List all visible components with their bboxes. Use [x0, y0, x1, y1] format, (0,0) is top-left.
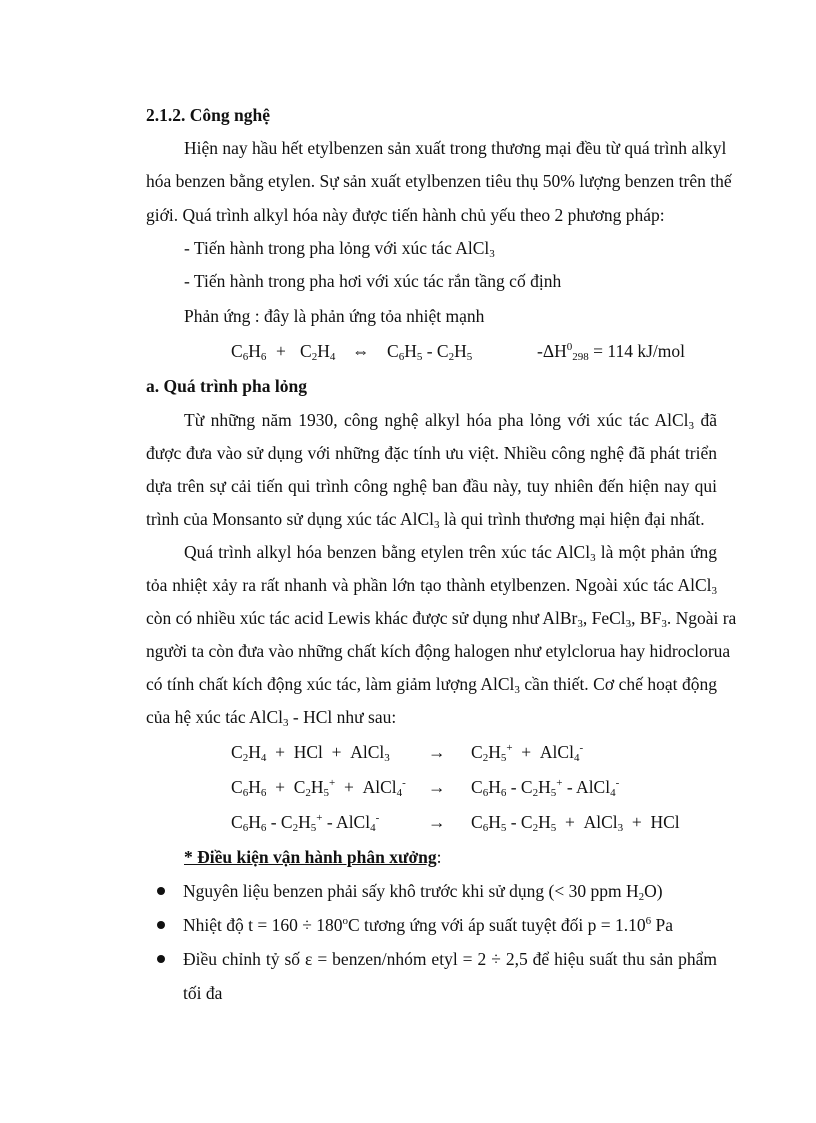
para2-line-3: còn có nhiều xúc tác acid Lewis khác được sử dụng như AlBr$_3$, FeCl$_3$, $BF_3$. Ngoài ra: [146, 608, 737, 630]
bullet-icon: [157, 887, 165, 895]
reaction-intro: Phản ứng : đây là phản ứng tỏa nhiệt mạnh: [184, 306, 485, 326]
para1-line-2: được đưa vào sử dụng với những đặc tính ưu việt. Nhiều công nghệ đã phát triển: [146, 443, 717, 463]
condition-3-line-1: Điều chỉnh tỷ số ε = benzen/nhóm etyl = 2 ÷ 2,5 để hiệu suất thu sản phẩm: [183, 949, 717, 969]
reaction-ethylene: $C_2H_4$: [300, 341, 336, 363]
bullet-icon: [157, 955, 165, 963]
conditions-title: * Điều kiện vận hành phân xưởng: [184, 847, 437, 867]
para2-line-5: có tính chất kích động xúc tác, làm giảm lượng AlCl$_3$ cần thiết. Cơ chế hoạt động: [146, 674, 717, 696]
mech3-products: $C_6H_5 - C_2H_5$ + AlCl$_3$ + HCl: [471, 812, 680, 834]
para1-line-4: trình của Monsanto sử dụng xúc tác AlCl$_3$ là qui trình thương mại hiện đại nhất.: [146, 509, 705, 531]
method-1: - Tiến hành trong pha lỏng với xúc tác AlCl$_3$: [184, 238, 495, 260]
subsection-title: a. Quá trình pha lỏng: [146, 376, 307, 396]
mech2-products: $C_6H_6 - C_2H_5^+$ - AlCl$_4$-: [471, 777, 620, 799]
intro-line-2: hóa benzen bằng etylen. Sự sản xuất etylbenzen tiêu thụ 50% lượng benzen trên thế: [146, 171, 732, 191]
bullet-icon: [157, 921, 165, 929]
mech1-arrow: →: [428, 742, 446, 762]
para2-line-4: người ta còn đưa vào những chất kích động halogen như etylclorua hay hidroclorua: [146, 641, 731, 661]
condition-3-line-2: tối đa: [183, 983, 223, 1003]
plus-sign: +: [276, 341, 286, 361]
para1-line-1: Từ những năm 1930, công nghệ alkyl hóa pha lỏng với xúc tác AlCl$_3$ đã: [184, 410, 717, 432]
equilibrium-arrow: ⇔: [352, 341, 370, 361]
mech2-arrow: →: [428, 777, 446, 797]
mech1-reactants: $C_2H_4$ + HCl + AlCl$_3$: [231, 742, 390, 764]
intro-line-1: Hiện nay hầu hết etylbenzen sản xuất trong thương mại đều từ quá trình alkyl: [184, 138, 727, 158]
reaction-enthalpy: $-\Delta H^0_{298} = 114$ kJ/mol: [537, 341, 685, 363]
condition-2: Nhiệt độ $t = 160 \div 180^oC$ tương ứng với áp suất tuyệt đối $p = 1.10^6$ Pa: [183, 915, 674, 935]
mech1-products: $C_2H_5^+$ + AlCl$_4$-: [471, 742, 584, 764]
method-2: - Tiến hành trong pha hơi với xúc tác rắn tầng cố định: [184, 271, 562, 291]
reaction-benzene: $C_6H_6$: [231, 341, 267, 363]
reaction-product: $C_6H_5 - C_2H_5$: [387, 341, 473, 363]
condition-1: Nguyên liệu benzen phải sấy khô trước khi sử dụng (< 30 ppm $H_2O$): [183, 881, 663, 903]
para1-line-3: dựa trên sự cải tiến qui trình công nghệ ban đầu này, tuy nhiên đến hiện nay qui: [146, 476, 717, 496]
conditions-heading: * Điều kiện vận hành phân xưởng:: [184, 847, 442, 867]
mech3-arrow: →: [428, 812, 446, 832]
para2-line-6: của hệ xúc tác AlCl$_3$ - HCl như sau:: [146, 707, 397, 729]
intro-line-3: giới. Quá trình alkyl hóa này được tiến hành chủ yếu theo 2 phương pháp:: [146, 205, 665, 225]
para2-line-1: Quá trình alkyl hóa benzen bằng etylen trên xúc tác AlCl$_3$ là một phản ứng: [184, 542, 718, 564]
mech2-reactants: $C_6H_6 + C_2H_5^+$ + AlCl$_4$-: [231, 777, 406, 799]
section-title: 2.1.2. Công nghệ: [146, 105, 270, 125]
para2-line-2: tỏa nhiệt xảy ra rất nhanh và phần lớn tạo thành etylbenzen. Ngoài xúc tác AlCl$_3$: [146, 575, 717, 597]
mech3-reactants: $C_6H_6 - C_2H_5^+$ - AlCl$_4$-: [231, 812, 380, 834]
